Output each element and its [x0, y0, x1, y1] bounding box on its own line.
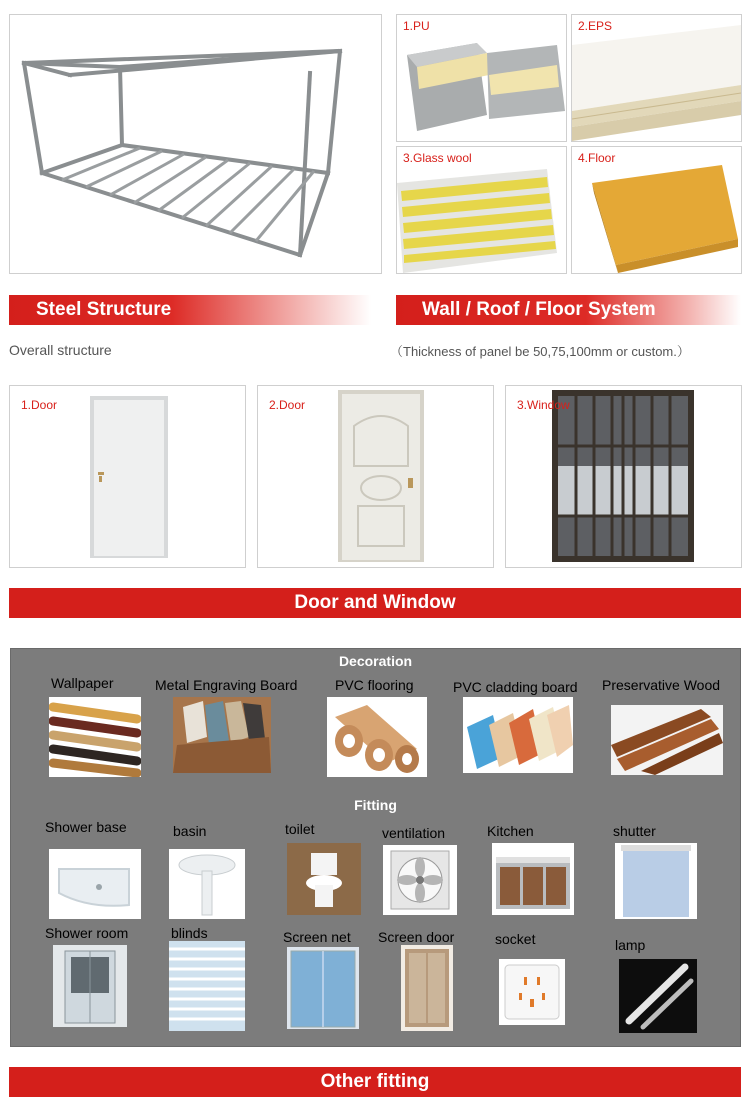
fitting-label-shutter: shutter [613, 823, 656, 839]
toilet-image [287, 843, 361, 915]
decoration-label-preservative-wood: Preservative Wood [602, 677, 721, 693]
blinds-image [169, 941, 245, 1031]
socket-image [499, 959, 565, 1025]
panel-pu [396, 14, 567, 142]
ventilation-image [383, 845, 457, 915]
fitting-label-ventilation: ventilation [382, 825, 446, 841]
door-2-label: 2.Door [269, 398, 306, 412]
shower-base-image [49, 849, 141, 919]
fitting-label-shower-room: Shower room [45, 925, 129, 941]
fitting-label-toilet: toilet [285, 821, 315, 837]
door-2 [257, 385, 494, 568]
wallpaper-image [49, 697, 141, 777]
panel-glass-wool [396, 146, 567, 274]
decoration-fitting-panel [10, 648, 741, 1047]
fitting-label-shower-base: Shower base [45, 819, 127, 835]
preservative-wood-image [611, 705, 723, 775]
decoration-label-pvc-cladding: PVC cladding board [453, 679, 578, 695]
panel-glass-wool-label: 3.Glass wool [403, 151, 472, 165]
fitting-label-socket: socket [495, 931, 536, 947]
fitting-label-kitchen: Kitchen [487, 823, 534, 839]
steel-structure-caption: Overall structure [9, 342, 112, 358]
window-3-label: 3.Window [517, 398, 570, 412]
basin-image [169, 849, 245, 919]
screen-door-image [401, 945, 453, 1031]
screen-net-image [287, 947, 359, 1029]
steel-structure-title: Steel Structure [36, 299, 172, 320]
door-window-title: Door and Window [294, 592, 456, 613]
kitchen-image [492, 843, 574, 915]
pvc-cladding-image [463, 697, 573, 773]
fitting-label-screen-door: Screen door [378, 929, 455, 945]
other-fitting-banner [9, 1067, 741, 1097]
fitting-label-screen-net: Screen net [283, 929, 351, 945]
pvc-flooring-image [327, 697, 427, 777]
panel-eps-label: 2.EPS [578, 19, 613, 33]
steel-structure-image [9, 14, 382, 274]
steel-structure-banner [9, 295, 371, 325]
door-window-banner [9, 588, 741, 618]
door-1 [9, 385, 246, 568]
wall-system-title: Wall / Roof / Floor System [422, 299, 656, 320]
decoration-header: Decoration [338, 653, 413, 669]
decoration-label-wallpaper: Wallpaper [51, 675, 114, 691]
decoration-label-pvc-flooring: PVC flooring [335, 677, 414, 693]
shutter-image [615, 843, 697, 919]
panel-floor [571, 146, 742, 274]
window-3 [505, 385, 742, 568]
decoration-label-metal-board: Metal Engraving Board [155, 677, 298, 693]
fitting-label-basin: basin [173, 823, 207, 839]
wall-system-caption: （Thickness of panel be 50,75,100mm or custom.） [390, 344, 690, 359]
metal-board-image [173, 697, 271, 773]
other-fitting-title: Other fitting [320, 1071, 430, 1092]
wall-system-banner [396, 295, 741, 325]
fitting-label-lamp: lamp [615, 937, 646, 953]
lamp-image [619, 959, 697, 1033]
panel-pu-label: 1.PU [403, 19, 430, 33]
fitting-label-blinds: blinds [171, 925, 208, 941]
panel-eps [571, 14, 742, 142]
shower-room-image [53, 945, 127, 1027]
fitting-header: Fitting [354, 797, 397, 813]
panel-floor-label: 4.Floor [578, 151, 616, 165]
door-1-label: 1.Door [21, 398, 58, 412]
